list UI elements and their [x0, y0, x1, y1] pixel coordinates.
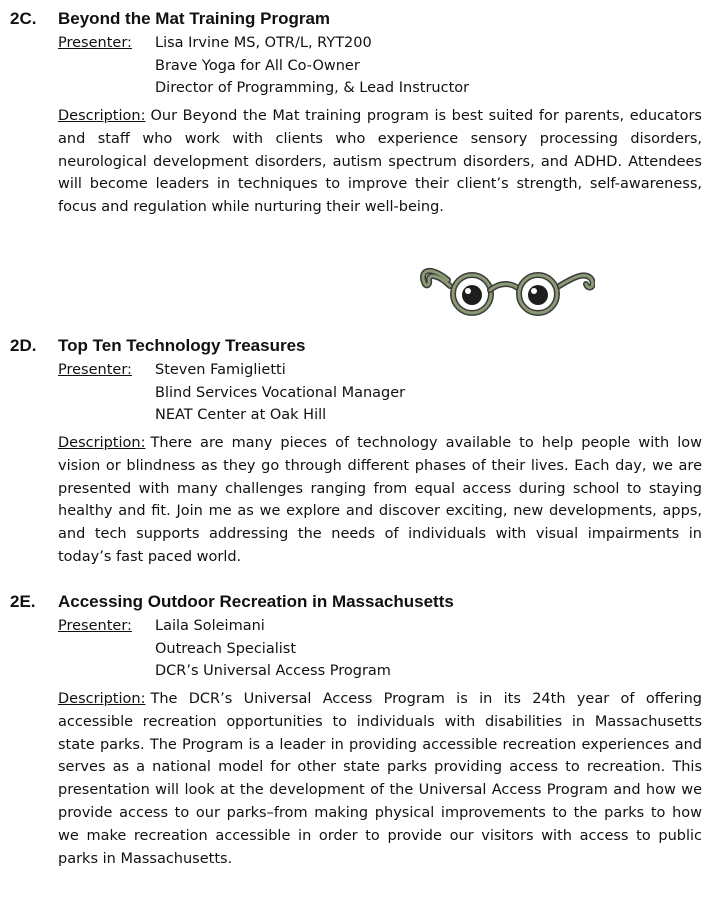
- session-code: 2C.: [10, 9, 37, 28]
- presenter-info: [155, 359, 405, 427]
- presenter-role: Brave Yoga for All Co-Owner: [155, 57, 360, 74]
- presenter-role: Blind Services Vocational Manager: [155, 384, 406, 401]
- presenter-info: [155, 32, 469, 100]
- presenter-label: Presenter:: [58, 362, 132, 378]
- description-label: Description:: [58, 435, 146, 451]
- presenter-label: Presenter:: [58, 618, 132, 634]
- eyeglasses-icon: [420, 258, 595, 318]
- session-description: [58, 105, 702, 219]
- description-text: Our Beyond the Mat training program is best suited for parents, educators and staff who work with clients who experience sensory processing disorders, neurological development disorders, autism spectrum disorders, and ADHD. Attendees will become leaders in techniques to improve their client’s strength, self-awareness, focus and regulation while nurturing their well-being.: [58, 108, 702, 216]
- session-title: Beyond the Mat Training Program: [58, 9, 331, 28]
- description-text: The DCR’s Universal Access Program is in its 24th year of offering accessible recreation opportunities to individuals with disabilities in Massachusetts state parks. The Program is a leader in providing accessible recreation experiences and serves as a national model for other state parks providing access to recreation. This presentation will look at the development of the Universal Access Program and how we provide access to our parks–from making physical improvements to the parks to how we make recreation accessible in order to provide our visitors with access to public parks in Massachusetts.: [58, 691, 702, 867]
- session-code: 2D.: [10, 336, 37, 355]
- presenter-role: Outreach Specialist: [155, 640, 297, 657]
- description-label: Description:: [58, 691, 146, 707]
- description-text: There are many pieces of technology available to help people with low vision or blindness as they go through different phases of their lives. Each day, we are presented with many challenges ranging from equal access during school to staying healthy and fit. Join me as we explore and discover exciting, new developments, apps, and tech supports addressing the needs of individuals with visual impairments in today’s fast paced world.: [58, 435, 702, 565]
- session-description: [58, 688, 702, 870]
- presenter-organization: DCR’s Universal Access Program: [155, 663, 391, 679]
- session-title: Top Ten Technology Treasures: [58, 336, 306, 355]
- session-title: Accessing Outdoor Recreation in Massachusetts: [58, 592, 454, 611]
- presenter-info: [155, 615, 391, 683]
- presenter-name: Laila Soleimani: [155, 618, 265, 634]
- description-label: Description:: [58, 108, 146, 124]
- presenter-organization: NEAT Center at Oak Hill: [155, 407, 327, 423]
- session-code: 2E.: [10, 592, 36, 611]
- presenter-name: Steven Famiglietti: [155, 362, 286, 378]
- presenter-organization: Director of Programming, & Lead Instructor: [155, 80, 470, 96]
- session-description: [58, 432, 702, 569]
- presenter-name: Lisa Irvine MS, OTR/L, RYT200: [155, 35, 372, 51]
- presenter-label: Presenter:: [58, 35, 132, 51]
